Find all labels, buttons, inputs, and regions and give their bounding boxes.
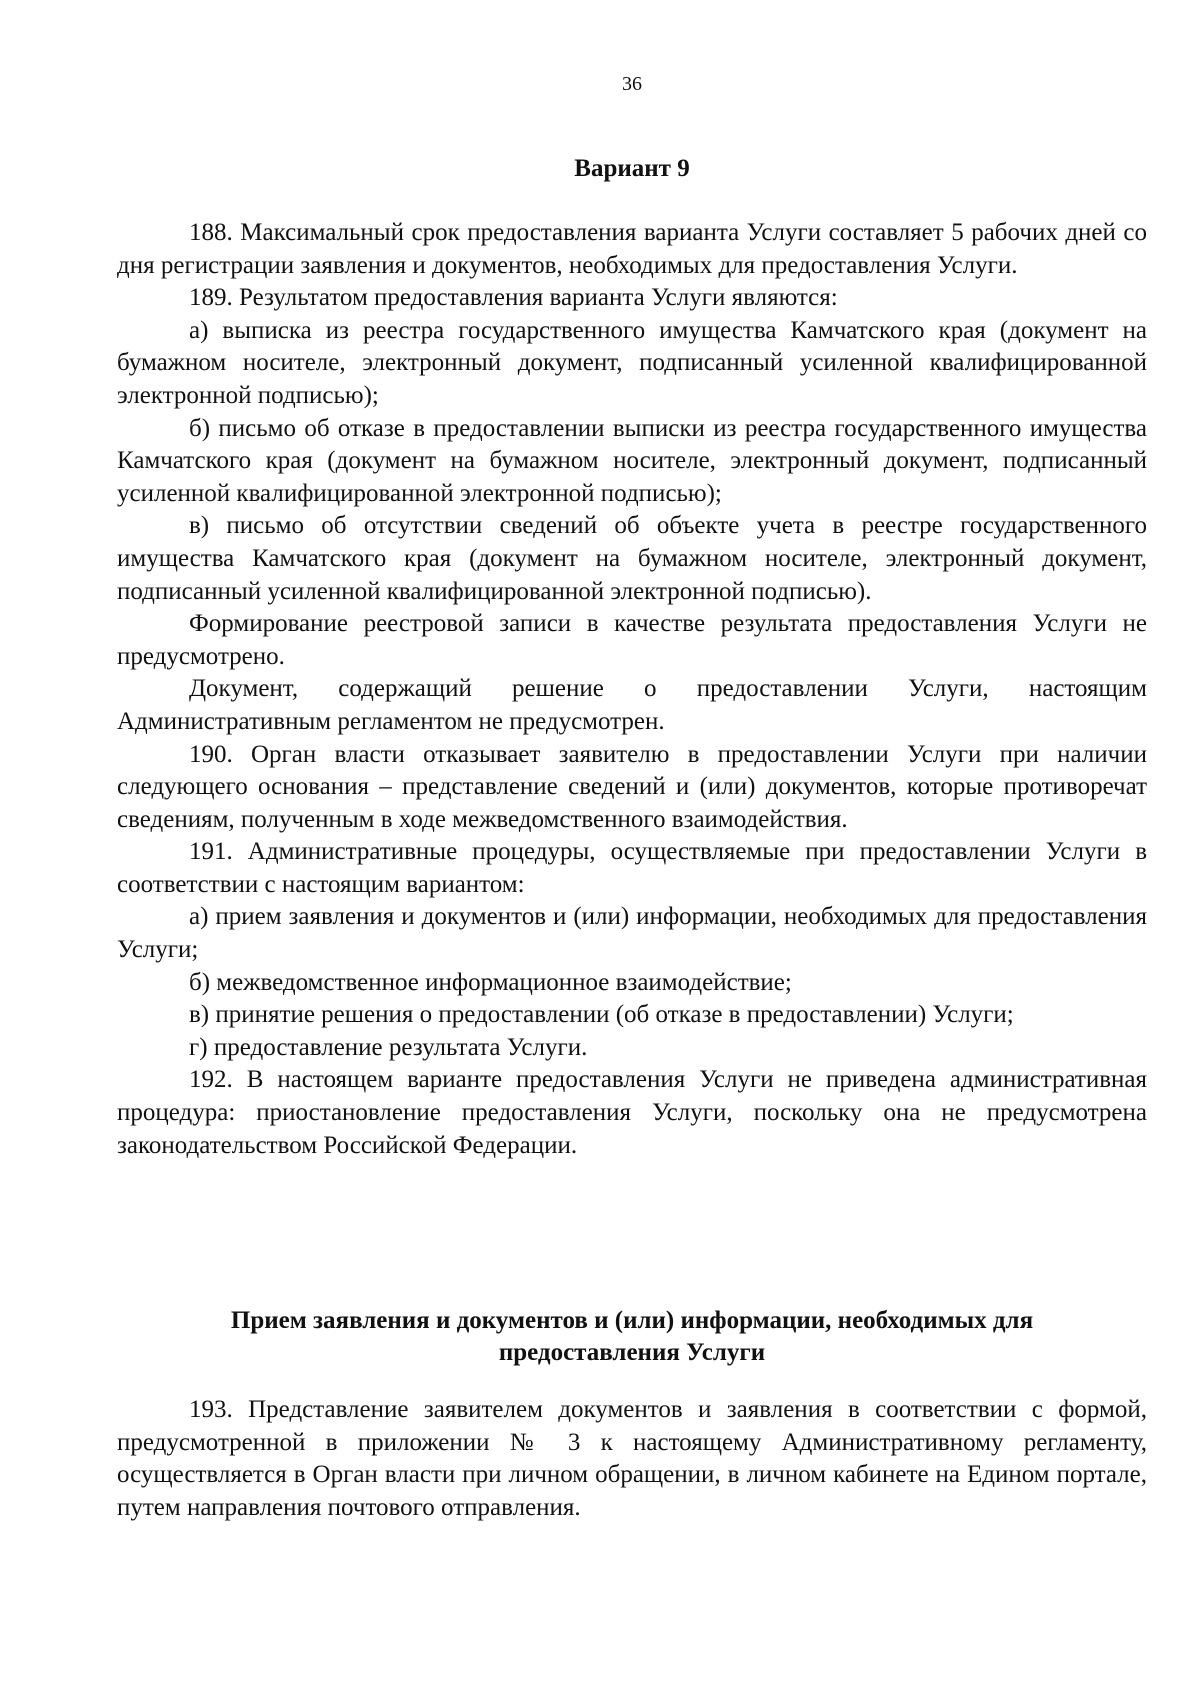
- paragraph-191-a: а) прием заявления и документов и (или) информации, необходимых для предоставления Услуги;: [117, 903, 1147, 964]
- variant-heading: Вариант 9: [574, 155, 690, 182]
- section-body: [117, 1394, 1147, 1524]
- paragraph-188: 188. Максимальный срок предоставления варианта Услуги составляет 5 рабочих дней со дня регистрации заявления и документов, необходимых для предоставления Услуги.: [117, 219, 1147, 279]
- paragraph-191: 191. Административные процедуры, осуществляемые при предоставлении Услуги в соответствии с настоящим вариантом:: [117, 838, 1147, 898]
- paragraph-193: 193. Представление заявителем документов и заявления в соответствии с формой, предусмотренной в приложении № 3 к настоящему Административному регламенту, осуществляется в Орган власти при личном обращении, в личном кабинете на Едином портале, путем направления почтового отправления.: [117, 1396, 1147, 1521]
- section-heading-line2: предоставления Услуги: [498, 1339, 766, 1366]
- paragraph-decision-document: Документ, содержащий решение о предоставлении Услуги, настоящим Административным регламентом не предусмотрен.: [117, 675, 1147, 735]
- variant-body: [117, 217, 1147, 1162]
- paragraph-189: 189. Результатом предоставления варианта Услуги являются:: [189, 284, 838, 312]
- paragraph-189-v: в) письмо об отсутствии сведений об объекте учета в реестре государственного имущества Камчатского края (документ на бумажном носителе, электронный документ, подписанный усиленной квалифицированной электронной подписью).: [117, 512, 1147, 605]
- paragraph-192: 192. В настоящем варианте предоставления Услуги не приведена административная процедура: приостановление предоставления Услуги, поскольку она не предусмотрена законодательством Российской Федерации.: [117, 1066, 1147, 1159]
- paragraph-191-b: б) межведомственное информационное взаимодействие;: [189, 968, 792, 996]
- paragraph-189-b: б) письмо об отказе в предоставлении выписки из реестра государственного имущества Камчатского края (документ на бумажном носителе, электронный документ, подписанный усиленной квалифицированной электронной подписью);: [117, 414, 1147, 507]
- section-heading-line1: Прием заявления и документов и (или) информации, необходимых для: [230, 1307, 1034, 1334]
- paragraph-190: 190. Орган власти отказывает заявителю в предоставлении Услуги при наличии следующего основания – представление сведений и (или) документов, которые противоречат сведениям, полученным в ходе межведомственного взаимодействия.: [117, 740, 1147, 833]
- paragraph-registry-record: Формирование реестровой записи в качестве результата предоставления Услуги не предусмотрено.: [117, 610, 1147, 670]
- section-heading: [117, 1305, 1147, 1369]
- paragraph-191-v: в) принятие решения о предоставлении (об отказе в предоставлении) Услуги;: [189, 1001, 1014, 1029]
- page-number: 36: [622, 73, 642, 95]
- paragraph-191-g: г) предоставление результата Услуги.: [189, 1033, 588, 1061]
- paragraph-189-a: а) выписка из реестра государственного имущества Камчатского края (документ на бумажном носителе, электронный документ, подписанный усиленной квалифицированной электронной подписью);: [117, 316, 1147, 409]
